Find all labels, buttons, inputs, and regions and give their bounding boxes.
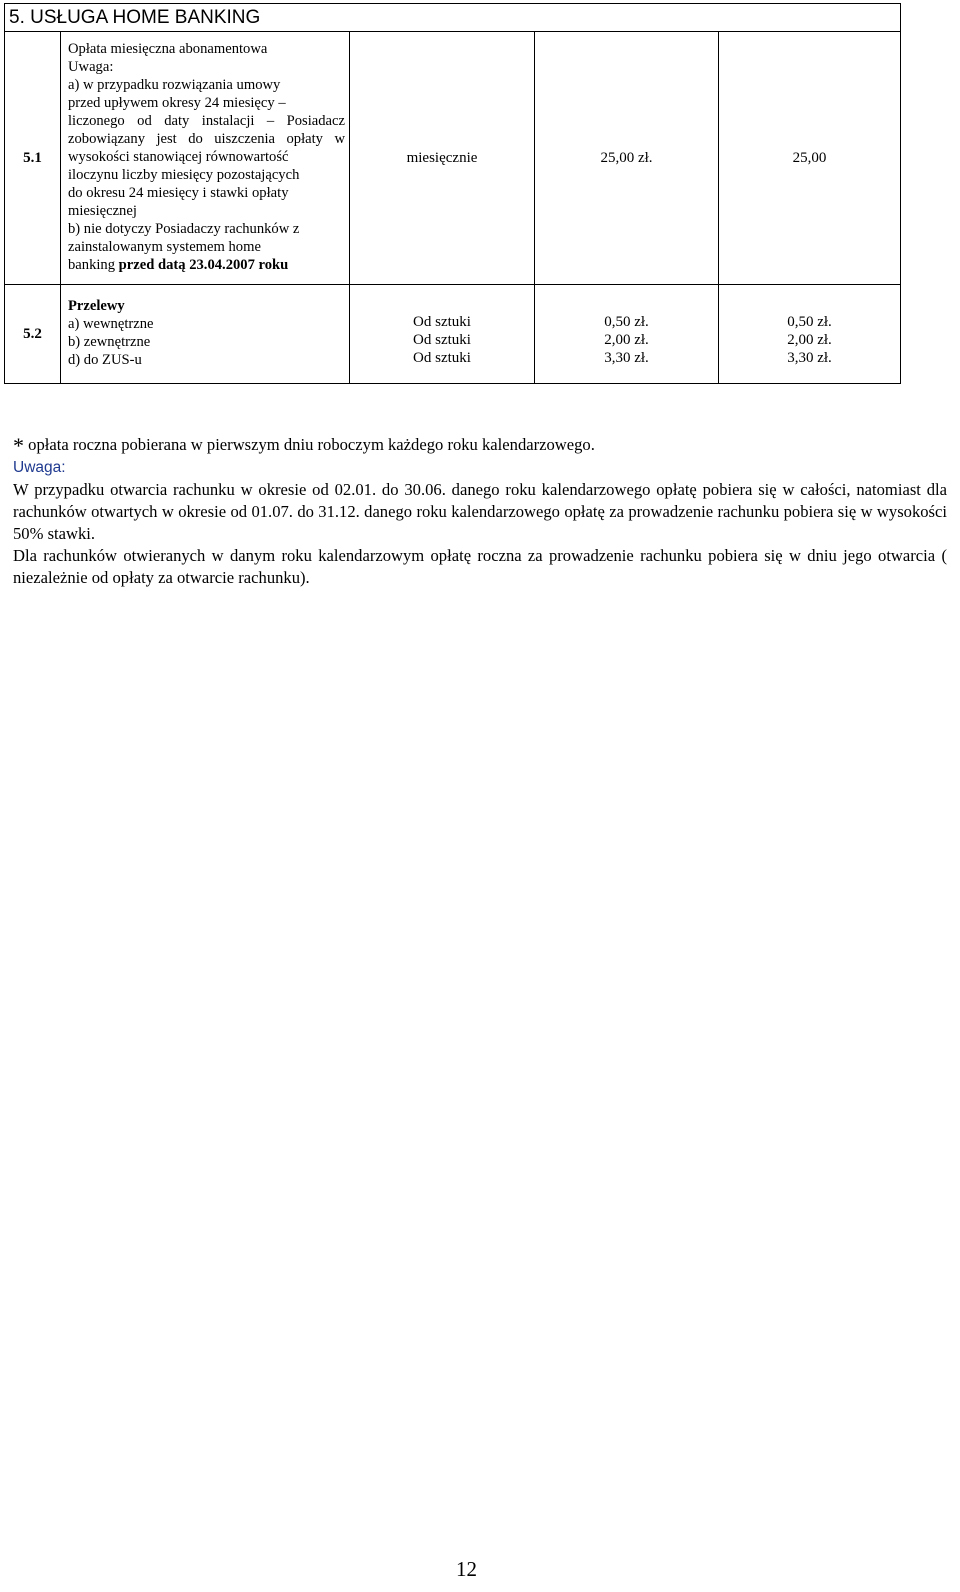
page-number: 12 — [456, 1557, 477, 1581]
notes-section — [13, 434, 947, 589]
desc-line: b) nie dotyczy Posiadaczy rachunków z — [68, 221, 300, 237]
section-title: 5. USŁUGA HOME BANKING — [5, 4, 901, 32]
fee-item: 0,50 zł. — [604, 314, 649, 330]
desc-line: wysokości stanowiącej równowartość — [68, 149, 289, 165]
desc-line: zobowiązany jest do uiszczenia opłaty w — [68, 131, 345, 147]
period-item: Od sztuki — [413, 350, 471, 366]
fee-item: 0,50 zł. — [787, 314, 832, 330]
desc-bold-date: przed datą 23.04.2007 roku — [118, 257, 289, 273]
fee-amount: 25,00 zł. — [535, 32, 719, 285]
billing-period — [350, 285, 535, 384]
desc-line: iloczynu liczby miesięcy pozostających — [68, 167, 300, 183]
fee-amount-2 — [719, 285, 901, 384]
row-number: 5.1 — [5, 32, 61, 285]
annual-fee-text: opłata roczna pobierana w pierwszym dniu roboczym każdego roku kalendarzowego. — [24, 435, 595, 454]
billing-period: miesięcznie — [350, 32, 535, 285]
desc-line: a) w przypadku rozwiązania umowy — [68, 77, 281, 93]
fee-amount — [535, 285, 719, 384]
note-paragraph: Dla rachunków otwieranych w danym roku kalendarzowym opłatę roczna za prowadzenie rachunku pobiera się w dniu jego otwarcia ( niezależnie od opłaty za otwarcie rachunku). — [13, 546, 947, 587]
fee-item: 2,00 zł. — [787, 332, 832, 348]
fee-table — [4, 3, 901, 384]
table-row — [5, 285, 901, 384]
desc-line: miesięcznej — [68, 203, 137, 219]
asterisk: * — [13, 433, 24, 458]
row-number: 5.2 — [5, 285, 61, 384]
fee-item: 2,00 zł. — [604, 332, 649, 348]
desc-line: Opłata miesięczna abonamentowa — [68, 41, 268, 57]
desc-heading: Przelewy — [68, 298, 125, 314]
transfer-item: b) zewnętrzne — [68, 334, 151, 350]
note-paragraph: W przypadku otwarcia rachunku w okresie od 02.01. do 30.06. danego roku kalendarzowego opłatę pobiera się w całości, natomiast dla rachunków otwartych w okresie od 01.07. do 31.12. danego roku kalendarzowego opłatę za prowadzenie rachunku pobiera się w wysokości 50% stawki. — [13, 480, 947, 543]
fee-item: 3,30 zł. — [787, 350, 832, 366]
period-item: Od sztuki — [413, 332, 471, 348]
row-description — [61, 32, 350, 285]
fee-item: 3,30 zł. — [604, 350, 649, 366]
desc-line: zainstalowanym systemem home — [68, 239, 261, 255]
desc-line: liczonego od daty instalacji – Posiadacz — [68, 113, 345, 129]
desc-plain: banking — [68, 257, 119, 273]
row-description — [61, 285, 350, 384]
transfer-item: d) do ZUS-u — [68, 352, 142, 368]
uwaga-label: Uwaga: — [13, 459, 66, 476]
annual-fee-note — [13, 434, 947, 457]
fee-table-container — [4, 3, 900, 384]
table-row — [5, 32, 901, 285]
desc-line: Uwaga: — [68, 59, 114, 75]
transfer-item: a) wewnętrzne — [68, 316, 154, 332]
desc-line: przed upływem okresy 24 miesięcy – — [68, 95, 286, 111]
desc-line-last — [68, 256, 345, 274]
desc-line: do okresu 24 miesięcy i stawki opłaty — [68, 185, 289, 201]
period-item: Od sztuki — [413, 314, 471, 330]
fee-amount-2: 25,00 — [719, 32, 901, 285]
